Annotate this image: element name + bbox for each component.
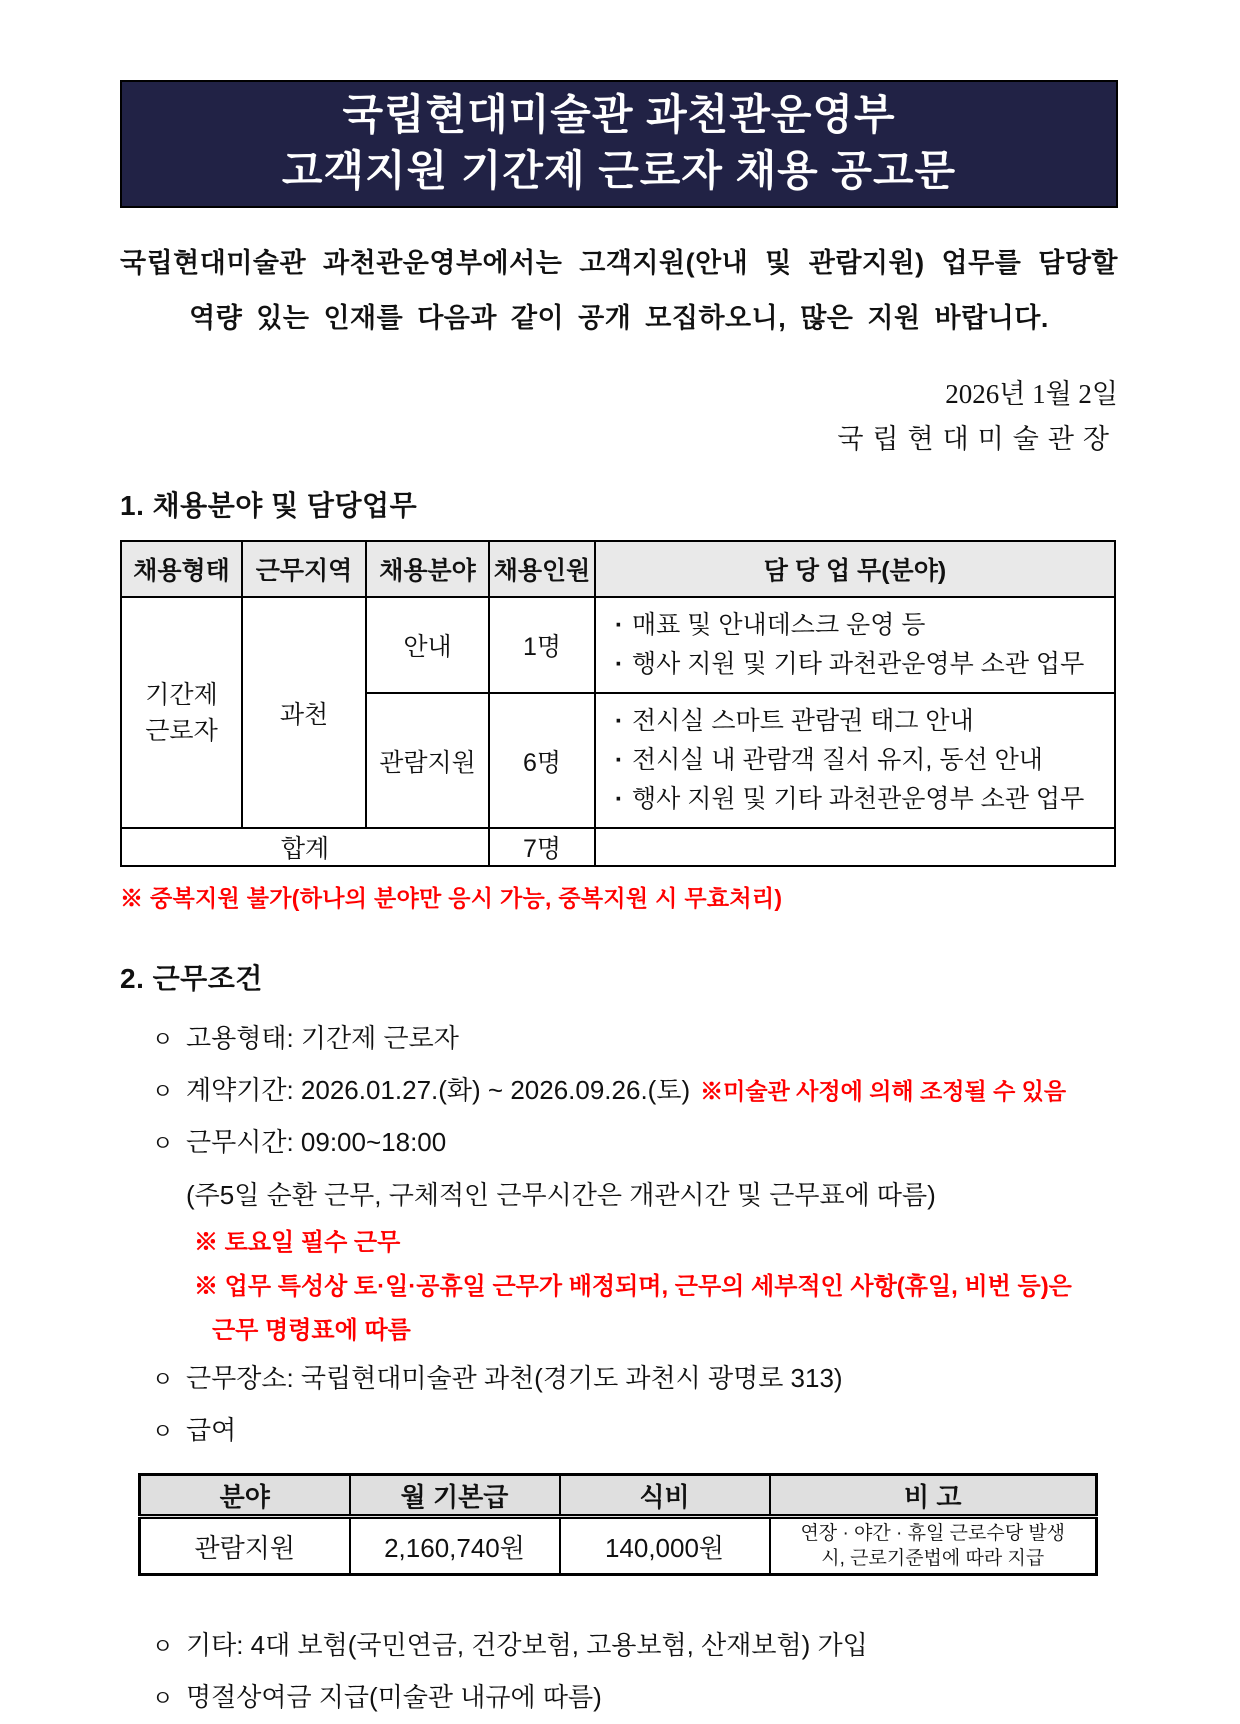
duty-text: 전시실 내 관람객 질서 유지, 동선 안내 bbox=[632, 746, 1043, 774]
hours-sub-note: (주5일 순환 근무, 구체적인 근무시간은 개관시간 및 근무표에 따름) bbox=[186, 1180, 936, 1210]
recruitment-table-body bbox=[121, 597, 1115, 866]
header-base-pay: 월 기본급 bbox=[350, 1475, 560, 1517]
header-employment-type: 채용형태 bbox=[121, 541, 242, 597]
cell-count-gwallam: 6명 bbox=[489, 693, 595, 828]
cell-duties-annae bbox=[595, 597, 1115, 693]
remark-line1: 연장 · 야간 · 휴일 근로수당 발생 bbox=[800, 1523, 1066, 1544]
cell-remark bbox=[770, 1517, 1097, 1575]
table-total-row bbox=[121, 828, 1115, 866]
employment-type-line2: 근로자 bbox=[145, 716, 218, 745]
recruitment-table-head bbox=[121, 541, 1115, 597]
salary-table-body bbox=[140, 1517, 1097, 1575]
salary-header-row bbox=[140, 1475, 1097, 1517]
title-banner bbox=[120, 80, 1118, 208]
circle-bullet-icon: ㅇ bbox=[152, 1367, 174, 1392]
bullet-icon: · bbox=[614, 707, 624, 735]
contract-text: 계약기간: 2026.01.27.(화) ~ 2026.09.26.(토) bbox=[186, 1075, 691, 1105]
workplace-text: 근무장소: 국립현대미술관 과천(경기도 과천시 광명로 313) bbox=[186, 1363, 843, 1393]
cell-meal: 140,000원 bbox=[560, 1517, 770, 1575]
signer: 국립현대미술관장 bbox=[837, 424, 1118, 454]
employment-text: 고용형태: 기간제 근로자 bbox=[186, 1023, 459, 1053]
cell-employment-type bbox=[121, 597, 242, 828]
recruitment-table bbox=[120, 540, 1116, 867]
salary-data-row bbox=[140, 1517, 1097, 1575]
hours-text: 근무시간: 09:00~18:00 bbox=[186, 1127, 447, 1157]
table-row bbox=[121, 597, 1115, 693]
working-conditions-list bbox=[120, 1013, 1118, 1457]
bullet-icon: · bbox=[614, 611, 624, 639]
header-field: 채용분야 bbox=[366, 541, 489, 597]
list-item-etc bbox=[120, 1620, 1118, 1672]
announcement-date: 2026년 1월 2일 bbox=[945, 379, 1118, 409]
duty-text: 행사 지원 및 기타 과천관운영부 소관 업무 bbox=[632, 650, 1085, 678]
title-line-1: 국립현대미술관 과천관운영부 bbox=[342, 91, 896, 138]
cell-location: 과천 bbox=[242, 597, 366, 828]
list-item-holiday-bonus bbox=[120, 1672, 1118, 1724]
cell-total-count: 7명 bbox=[489, 828, 595, 866]
bullet-icon: · bbox=[614, 746, 624, 774]
duty-line bbox=[606, 606, 1110, 645]
cell-total-empty bbox=[595, 828, 1115, 866]
salary-label: 급여 bbox=[186, 1415, 237, 1445]
date-block bbox=[120, 372, 1118, 462]
header-location: 근무지역 bbox=[242, 541, 366, 597]
cell-field-gwallam: 관람지원 bbox=[366, 693, 489, 828]
list-item-contract bbox=[120, 1065, 1118, 1117]
section1-title: 1. 채용분야 및 담당업무 bbox=[120, 490, 418, 521]
list-item-workplace bbox=[120, 1353, 1118, 1405]
etc-text: 기타: 4대 보험(국민연금, 건강보험, 고용보험, 산재보험) 가입 bbox=[186, 1630, 868, 1660]
cell-base-pay: 2,160,740원 bbox=[350, 1517, 560, 1575]
duty-text: 전시실 스마트 관람권 태그 안내 bbox=[632, 707, 974, 735]
weekend-shift-note-line1: ※ 업무 특성상 토·일·공휴일 근무가 배정되며, 근무의 세부적인 사항(휴일, 비번 등)은 bbox=[194, 1273, 1072, 1300]
duty-text: 매표 및 안내데스크 운영 등 bbox=[632, 611, 926, 639]
duty-line bbox=[606, 780, 1110, 819]
contract-adjust-note: ※미술관 사정에 의해 조정될 수 있음 bbox=[700, 1078, 1067, 1104]
header-duties: 담 당 업 무(분야) bbox=[595, 541, 1115, 597]
cell-salary-field: 관람지원 bbox=[140, 1517, 350, 1575]
header-salary-field: 분야 bbox=[140, 1475, 350, 1517]
salary-table bbox=[138, 1473, 1098, 1576]
bullet-icon: · bbox=[614, 650, 624, 678]
saturday-required-note: ※ 토요일 필수 근무 bbox=[194, 1229, 401, 1256]
holiday-bonus-text: 명절상여금 지급(미술관 내규에 따름) bbox=[186, 1682, 602, 1712]
list-item-hours bbox=[120, 1117, 1118, 1169]
cell-total-label: 합계 bbox=[121, 828, 489, 866]
circle-bullet-icon: ㅇ bbox=[152, 1027, 174, 1052]
duty-line bbox=[606, 645, 1110, 684]
circle-bullet-icon: ㅇ bbox=[152, 1686, 174, 1711]
employment-type-line1: 기간제 bbox=[145, 680, 218, 709]
tail-list bbox=[120, 1620, 1118, 1724]
circle-bullet-icon: ㅇ bbox=[152, 1079, 174, 1104]
salary-table-head bbox=[140, 1475, 1097, 1517]
remark-line2: 시, 근로기준법에 따라 지급 bbox=[821, 1548, 1045, 1569]
section2-title: 2. 근무조건 bbox=[120, 963, 263, 994]
circle-bullet-icon: ㅇ bbox=[152, 1131, 174, 1156]
duty-line bbox=[606, 741, 1110, 780]
header-meal: 식비 bbox=[560, 1475, 770, 1517]
title-line-2: 고객지원 기간제 근로자 채용 공고문 bbox=[281, 147, 957, 194]
intro-paragraph: 국립현대미술관 과천관운영부에서는 고객지원(안내 및 관람지원) 업무를 담당할 역량 있는 인재를 다음과 같이 공개 모집하오니, 많은 지원 바랍니다. bbox=[120, 248, 1118, 333]
circle-bullet-icon: ㅇ bbox=[152, 1634, 174, 1659]
cell-count-annae: 1명 bbox=[489, 597, 595, 693]
duty-line bbox=[606, 702, 1110, 741]
cell-duties-gwallam bbox=[595, 693, 1115, 828]
weekend-shift-note-line2: 근무 명령표에 따름 bbox=[212, 1317, 411, 1344]
duplicate-application-note: ※ 중복지원 불가(하나의 분야만 응시 가능, 중복지원 시 무효처리) bbox=[120, 885, 783, 911]
list-item-employment bbox=[120, 1013, 1118, 1065]
table-header-row bbox=[121, 541, 1115, 597]
header-remark: 비 고 bbox=[770, 1475, 1097, 1517]
circle-bullet-icon: ㅇ bbox=[152, 1419, 174, 1444]
cell-field-annae: 안내 bbox=[366, 597, 489, 693]
bullet-icon: · bbox=[614, 785, 624, 813]
duty-text: 행사 지원 및 기타 과천관운영부 소관 업무 bbox=[632, 785, 1085, 813]
list-item-salary bbox=[120, 1405, 1118, 1457]
header-count: 채용인원 bbox=[489, 541, 595, 597]
